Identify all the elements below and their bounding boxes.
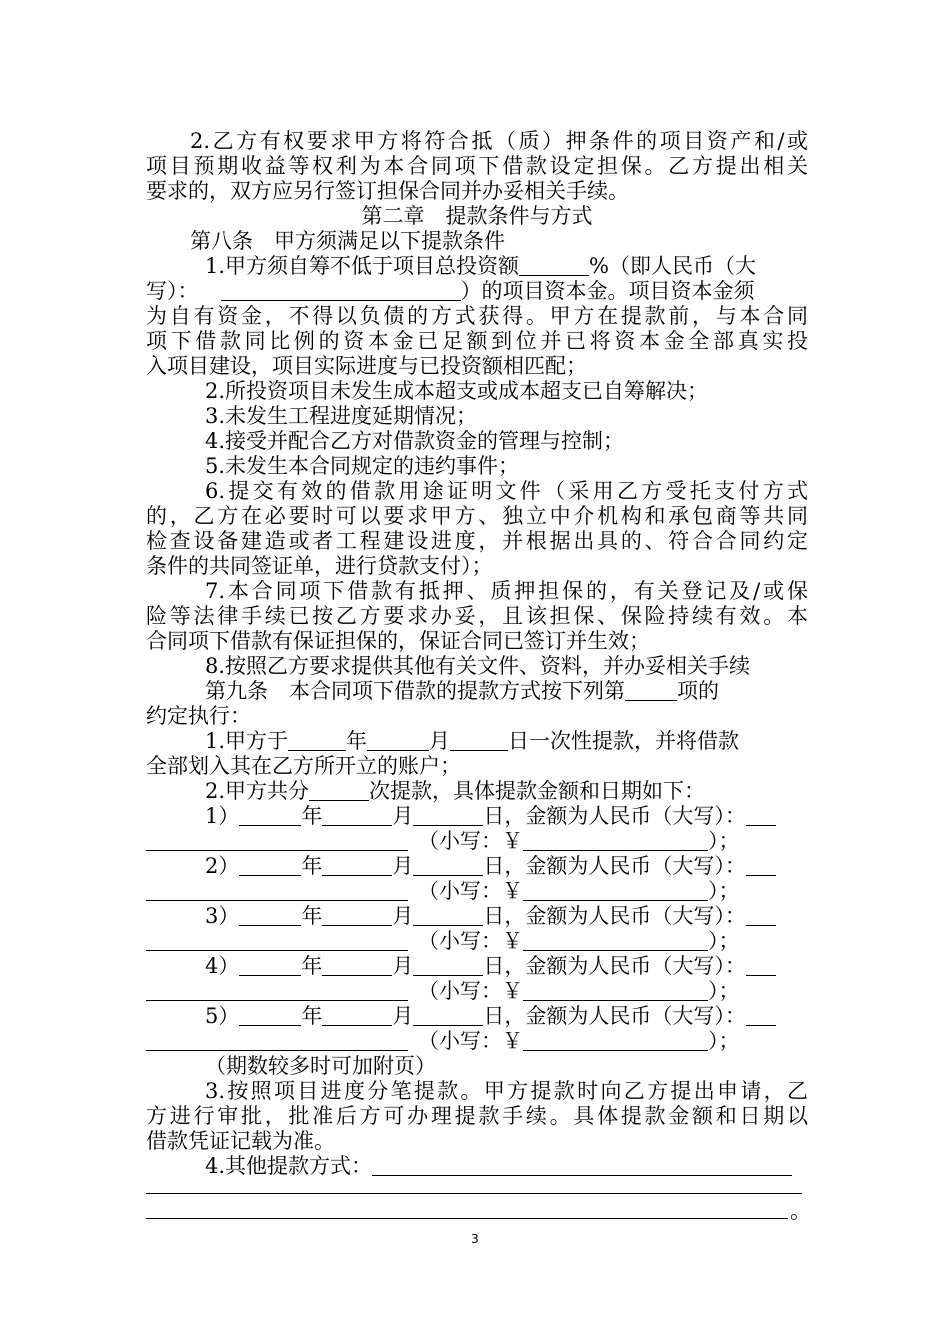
line-text: 1.甲方于: [205, 729, 289, 753]
installment-row: [205, 903, 808, 929]
chapter-heading: 第二章 提款条件与方式: [361, 204, 593, 228]
installment-amount-row: [146, 928, 808, 954]
line-text: 项的: [677, 679, 719, 703]
line-text: 月: [429, 729, 451, 753]
blank-field: [523, 980, 708, 1001]
installment-number: 4）: [205, 954, 240, 978]
blank-field: [322, 905, 392, 926]
installment-row: [205, 803, 808, 829]
line-text: 日，金额为人民币（大写）：: [483, 854, 746, 878]
list-item: [205, 1153, 808, 1179]
blank-field: [523, 1030, 708, 1051]
blank-field: [239, 1005, 301, 1026]
installment-amount-row: [146, 878, 808, 904]
installment-row: [205, 953, 808, 979]
blank-field: [322, 1005, 392, 1026]
page-number: 3: [471, 1232, 479, 1246]
line-text: 日，金额为人民币（大写）：: [483, 954, 746, 978]
paragraph-line: [146, 278, 808, 304]
line-text: （小写：￥: [418, 879, 523, 903]
blank-line: [146, 1218, 788, 1219]
article-heading: 第八条 甲方须满足以下提款条件: [190, 229, 505, 253]
blank-field: [625, 680, 677, 701]
note-line: （期数较多时可加附页）: [205, 1054, 436, 1078]
paragraph-line: 方进行审批，批准后方可办理提款手续。具体提款金额和日期以: [146, 1104, 808, 1128]
blank-field: [413, 905, 483, 926]
blank-field: [413, 805, 483, 826]
line-text: ）；: [708, 879, 740, 903]
blank-field: [288, 730, 346, 751]
blank-field: [309, 780, 369, 801]
line-text: 日，金额为人民币（大写）：: [483, 804, 746, 828]
paragraph-line: 险等法律手续已按乙方要求办妥，且该担保、保险持续有效。本: [146, 604, 808, 628]
line-text: 4.其他提款方式：: [205, 1154, 373, 1178]
blank-field: [450, 730, 508, 751]
blank-field: [367, 730, 429, 751]
installment-row: [205, 853, 808, 879]
installment-row: [205, 1003, 808, 1029]
list-item: 3.按照项目进度分笔提款。甲方提款时向乙方提出申请，乙: [205, 1079, 808, 1103]
installment-number: 3）: [205, 904, 240, 928]
installment-amount-row: [146, 1028, 808, 1054]
paragraph-line: 条件的共同签证单，进行贷款支付）；: [146, 554, 493, 578]
line-text: 年: [301, 854, 323, 878]
blank-field: [523, 930, 708, 951]
paragraph-line: 借款凭证记载为准。: [146, 1129, 335, 1153]
line-text: （小写：￥: [418, 829, 523, 853]
blank-field: [146, 880, 408, 901]
blank-field: [746, 1005, 776, 1026]
blank-line: [146, 1193, 802, 1194]
blank-field: [372, 1155, 792, 1176]
line-text: ）的项目资本金。项目资本金须: [460, 279, 755, 303]
line-text: 写）：: [146, 279, 199, 303]
list-item: 3.未发生工程进度延期情况；: [205, 404, 478, 428]
blank-field: [746, 955, 776, 976]
installment-number: 1）: [205, 804, 240, 828]
blank-field: [239, 955, 301, 976]
list-item: 6.提交有效的借款用途证明文件（采用乙方受托支付方式: [205, 479, 808, 503]
blank-field: [239, 905, 301, 926]
line-text: %（即人民币（大: [589, 254, 757, 278]
line-text: （小写：￥: [418, 979, 523, 1003]
paragraph-line: 合同项下借款有保证担保的，保证合同已签订并生效；: [146, 629, 650, 653]
line-text: （小写：￥: [418, 1029, 523, 1053]
blank-field: [746, 855, 776, 876]
blank-field: [146, 930, 408, 951]
blank-field: [746, 905, 776, 926]
line-text: 年: [301, 804, 323, 828]
line-text: 日，金额为人民币（大写）：: [483, 904, 746, 928]
line-text: ）；: [708, 1029, 740, 1053]
blank-field: [322, 955, 392, 976]
list-item: 8.按照乙方要求提供其他有关文件、资料，并办妥相关手续: [205, 654, 751, 678]
line-text: 年: [301, 954, 323, 978]
blank-field: [523, 830, 708, 851]
line-text: （小写：￥: [418, 929, 523, 953]
paragraph-line: 检查设备建造或者工程建设进度，并根据出具的、符合合同约定: [146, 529, 808, 553]
installment-number: 2）: [205, 854, 240, 878]
paragraph-line: 为自有资金，不得以负债的方式获得。甲方在提款前，与本合同: [146, 304, 808, 328]
paragraph-line: 项下借款同比例的资本金已足额到位并已将资本金全部真实投: [146, 329, 808, 353]
list-item: 5.未发生本合同规定的违约事件；: [205, 454, 520, 478]
blank-field: [221, 280, 461, 301]
blank-field: [746, 805, 776, 826]
paragraph-line: 全部划入其在乙方所开立的账户；: [146, 754, 461, 778]
blank-field: [146, 980, 408, 1001]
blank-field: [239, 805, 301, 826]
blank-field: [146, 1030, 408, 1051]
line-text: ）；: [708, 929, 740, 953]
paragraph-line: 项目预期收益等权利为本合同项下借款设定担保。乙方提出相关: [146, 154, 808, 178]
paragraph-line: 入项目建设，项目实际进度与已投资额相匹配；: [146, 354, 587, 378]
line-text: 年: [301, 1004, 323, 1028]
installment-amount-row: [146, 978, 808, 1004]
blank-field: [519, 255, 589, 276]
blank-field: [322, 805, 392, 826]
paragraph-line: 2.乙方有权要求甲方将符合抵（质）押条件的项目资产和/或: [190, 129, 808, 153]
blank-field: [413, 855, 483, 876]
line-text: ）；: [708, 979, 740, 1003]
installment-number: 5）: [205, 1004, 240, 1028]
line-text: 第九条 本合同项下借款的提款方式按下列第: [205, 679, 625, 703]
blank-field: [146, 830, 408, 851]
line-end-mark: 。: [790, 1199, 811, 1223]
list-item: [205, 728, 808, 754]
line-text: 月: [392, 904, 414, 928]
blank-field: [322, 855, 392, 876]
line-text: 1.甲方须自筹不低于项目总投资额: [205, 254, 520, 278]
line-text: 年: [301, 904, 323, 928]
line-text: 月: [392, 804, 414, 828]
paragraph-line: [205, 253, 808, 279]
list-item: 4.接受并配合乙方对借款资金的管理与控制；: [205, 429, 625, 453]
line-text: 月: [392, 954, 414, 978]
installment-amount-row: [146, 828, 808, 854]
line-text: 日，金额为人民币（大写）：: [483, 1004, 746, 1028]
line-text: 次提款，具体提款金额和日期如下：: [369, 779, 706, 803]
blank-field: [413, 955, 483, 976]
paragraph-line: 的，乙方在必要时可以要求甲方、独立中介机构和承包商等共同: [146, 504, 808, 528]
list-item: 2.所投资项目未发生成本超支或成本超支已自筹解决；: [205, 379, 709, 403]
blank-field: [413, 1005, 483, 1026]
line-text: 日一次性提款，并将借款: [508, 729, 740, 753]
list-item: [205, 778, 808, 804]
paragraph-line: 约定执行：: [146, 704, 251, 728]
line-text: 2.甲方共分: [205, 779, 310, 803]
line-text: 年: [346, 729, 368, 753]
paragraph-line: 要求的，双方应另行签订担保合同并办妥相关手续。: [146, 179, 629, 203]
line-text: 月: [392, 1004, 414, 1028]
line-text: 月: [392, 854, 414, 878]
blank-field: [523, 880, 708, 901]
blank-field: [239, 855, 301, 876]
list-item: 7.本合同项下借款有抵押、质押担保的，有关登记及/或保: [205, 579, 808, 603]
line-text: ）；: [708, 829, 740, 853]
article-heading: [205, 678, 808, 704]
